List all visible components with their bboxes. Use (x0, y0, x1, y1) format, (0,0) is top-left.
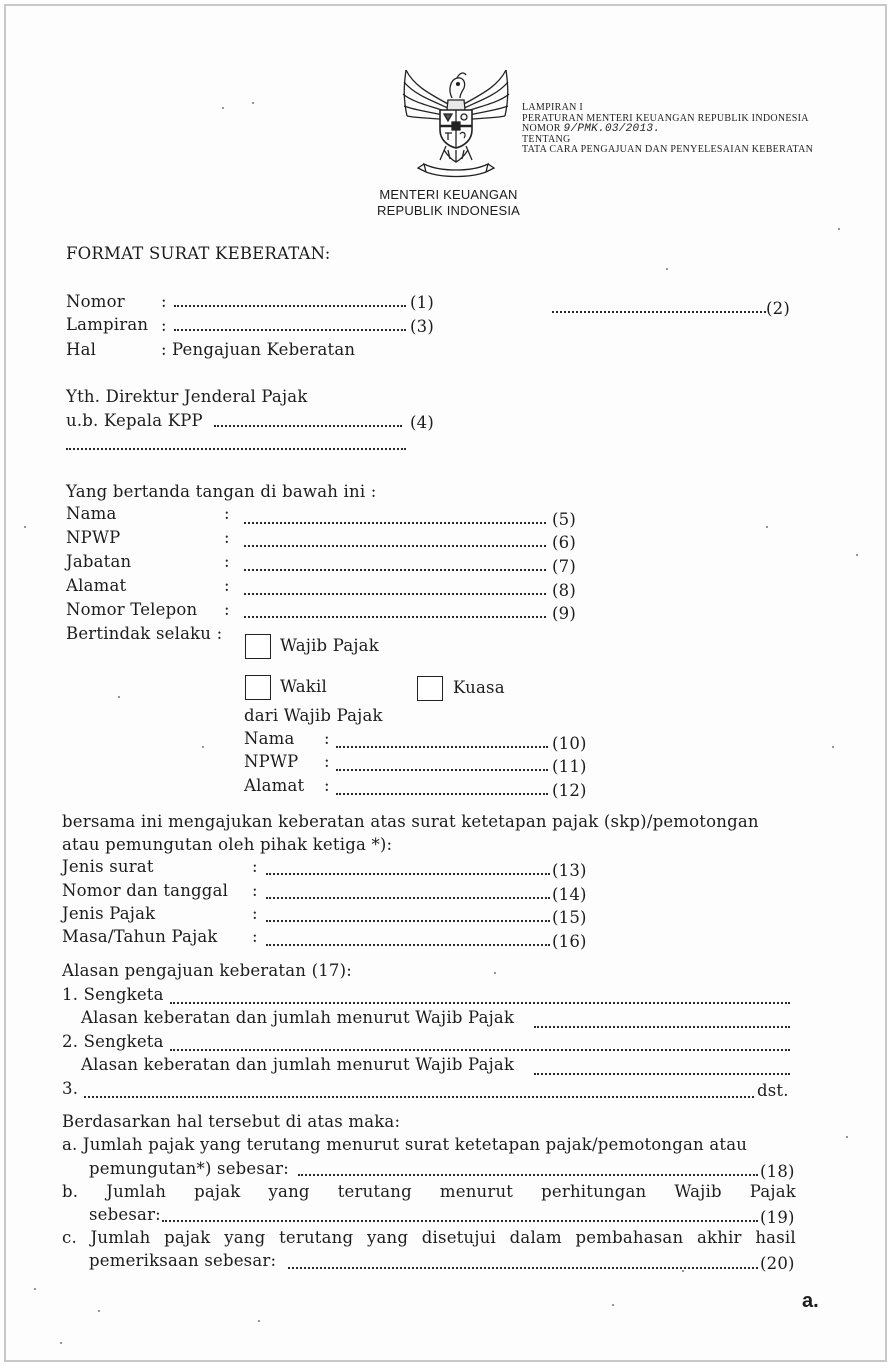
field-number: (3) (410, 317, 434, 336)
addressee-line-2: u.b. Kepala KPP (66, 411, 203, 430)
scan-speck (612, 1304, 614, 1306)
reason-item-3: 3. (62, 1079, 79, 1098)
fill-line-19[interactable] (162, 1218, 758, 1222)
ministry-line-1: MENTERI KEUANGAN (379, 187, 518, 202)
field-number: (9) (552, 604, 576, 623)
fill-line-rep-nama[interactable] (336, 744, 548, 748)
colon: : (161, 292, 167, 311)
scan-speck (202, 746, 204, 748)
fill-line-20[interactable] (288, 1265, 758, 1269)
page-mark: a. (802, 1290, 819, 1312)
field-number: (6) (552, 533, 576, 552)
fill-line-place-date[interactable] (552, 309, 766, 313)
addressee-line-1: Yth. Direktur Jenderal Pajak (66, 387, 308, 406)
reason-item-3-end: dst. (757, 1081, 789, 1100)
field-label-npwp: NPWP (66, 528, 121, 547)
conclusion-b-line-1: b. Jumlah pajak yang terutang menurut perhitungan Wajib Pajak (62, 1182, 796, 1201)
fill-line-jenis-pajak[interactable] (266, 918, 550, 922)
field-label-jenis-pajak: Jenis Pajak (62, 904, 156, 923)
field-label-lampiran: Lampiran (66, 315, 149, 334)
lampiran-line: LAMPIRAN I (522, 102, 584, 113)
field-number: (15) (552, 908, 587, 927)
lampiran-header (522, 103, 813, 156)
field-label-masa-tahun: Masa/Tahun Pajak (62, 927, 218, 946)
field-label-rep-nama: Nama (244, 729, 295, 748)
ministry-heading (306, 187, 591, 219)
document-page: LAMPIRAN I PERATURAN MENTERI KEUANGAN REPUBLIK INDONESIA NOMOR 9/PMK.03/2013. TENTANG TATA CARA PENGAJUAN DAN PENYELESAIAN KEBERATAN MENTERI KEUANGAN REPUBLIK INDONESIA FORMAT SURAT KEBERATAN: Nomor : (1) (2) Lampiran : (3) Hal : Pengajuan Keberatan Yth. Direktur Jenderal Pajak u.b. Kepala KPP (4) Yang bertanda tangan di bawah ini : Nama : (5) NPWP : (6) Jabatan : (7) Alamat : (8) Nomor Telepon : (9) Bertindak selaku : Wajib Pajak Wakil Kuasa dari Wajib Pajak Nama : (10) NPWP : (11) Alamat : (12) bersama ini mengajukan keberatan atas surat ketetapan pajak (skp)/pemotongan atau pemungutan oleh pihak ketiga *): Jenis surat : (13) Nomor dan tanggal : (14) Jenis Pajak : (15) Masa/Tahun Pajak : (16) Alasan pengajuan keberatan (17): 1. Sengketa Alasan keberatan dan jumlah menurut Wajib Pajak 2. Sengketa Alasan keberatan dan jumlah menurut Wajib Pajak 3. dst. Berdasarkan hal tersebut di atas maka: a. Jumlah pajak yang terutang menurut surat ketetapan pajak/pemotongan atau pemungutan*) sebesar: (18) b. Jumlah pajak yang terutang menurut perhitungan Wajib Pajak sebesar: (19) c. Jumlah pajak yang terutang yang disetujui dalam pembahasan akhir hasil pemeriksaan sebesar: (20) a. (4, 4, 887, 1362)
scan-speck (832, 746, 834, 748)
scan-speck (846, 1136, 848, 1138)
fill-line-reason-2-sub[interactable] (534, 1071, 790, 1075)
fill-line-masa-tahun[interactable] (266, 942, 550, 946)
reason-item-2-sub: Alasan keberatan dan jumlah menurut Wajib Pajak (81, 1055, 515, 1074)
fill-line-18[interactable] (298, 1172, 758, 1176)
reason-item-2: 2. Sengketa (62, 1032, 164, 1051)
conclusion-a-line-2: pemungutan*) sebesar: (89, 1159, 289, 1178)
lampiran-line: TATA CARA PENGAJUAN DAN PENYELESAIAN KEBERATAN (522, 144, 814, 155)
field-number: (11) (552, 757, 587, 776)
field-label-nama: Nama (66, 504, 117, 523)
ministry-line-2: REPUBLIK INDONESIA (376, 203, 521, 218)
scan-speck (118, 696, 120, 698)
checkbox-kuasa[interactable] (417, 676, 443, 701)
field-value-hal: Pengajuan Keberatan (172, 340, 356, 359)
checkbox-wakil[interactable] (245, 675, 271, 700)
fill-line-kpp[interactable] (214, 423, 402, 427)
field-label-alamat: Alamat (66, 576, 127, 595)
fill-line-reason-3[interactable] (84, 1094, 754, 1098)
fill-line-jenis-surat[interactable] (266, 871, 550, 875)
field-number: (8) (552, 581, 576, 600)
field-number: (4) (410, 413, 434, 432)
garuda-emblem-icon (400, 64, 512, 178)
nomor-handwritten: 9/PMK.03/2013. (563, 123, 661, 135)
objection-intro-line-1: bersama ini mengajukan keberatan atas surat ketetapan pajak (skp)/pemotongan (62, 812, 759, 831)
fill-line-jabatan[interactable] (244, 567, 546, 571)
conclusion-a-line-1: a. Jumlah pajak yang terutang menurut surat ketetapan pajak/pemotongan atau (62, 1135, 748, 1154)
field-label-rep-alamat: Alamat (244, 776, 305, 795)
reasons-title: Alasan pengajuan keberatan (17): (62, 961, 352, 980)
lampiran-line: TENTANG (522, 133, 571, 145)
field-number: (16) (552, 932, 587, 951)
from-taxpayer-label: dari Wajib Pajak (244, 706, 383, 725)
fill-line-reason-1-sub[interactable] (534, 1024, 790, 1028)
scan-speck (24, 526, 26, 528)
conclusion-c-line-1: c. Jumlah pajak yang terutang yang disetujui dalam pembahasan akhir hasil (62, 1228, 796, 1247)
page-title: FORMAT SURAT KEBERATAN: (66, 244, 331, 263)
conclusion-b-line-2: sebesar: (89, 1205, 161, 1224)
field-number: (10) (552, 734, 587, 753)
scan-speck (222, 107, 224, 109)
fill-line-reason-2[interactable] (170, 1047, 790, 1051)
scan-speck (766, 526, 768, 528)
conclusion-intro: Berdasarkan hal tersebut di atas maka: (62, 1112, 401, 1131)
reason-item-1: 1. Sengketa (62, 985, 164, 1004)
field-number: (1) (410, 293, 434, 312)
scan-speck (34, 1288, 36, 1290)
field-label-rep-npwp: NPWP (244, 752, 299, 771)
fill-line-alamat[interactable] (244, 591, 546, 595)
option-label-wakil: Wakil (280, 677, 327, 696)
fill-line-rep-alamat[interactable] (336, 791, 548, 795)
objection-intro-line-2: atau pemungutan oleh pihak ketiga *): (62, 835, 393, 854)
fill-line-nama[interactable] (244, 520, 546, 524)
fill-line-kpp-address[interactable] (66, 446, 406, 450)
field-label-nomor-tanggal: Nomor dan tanggal (62, 881, 229, 900)
signer-intro: Yang bertanda tangan di bawah ini : (66, 482, 377, 501)
field-number: (2) (766, 299, 790, 318)
checkbox-wajib-pajak[interactable] (245, 634, 271, 659)
fill-line-rep-npwp[interactable] (336, 767, 548, 771)
field-number: (5) (552, 510, 576, 529)
lampiran-line: PERATURAN MENTERI KEUANGAN REPUBLIK INDONESIA (522, 112, 809, 124)
fill-line-npwp[interactable] (244, 543, 546, 547)
colon: : (161, 316, 167, 335)
field-label-nomor: Nomor (66, 292, 125, 311)
scan-speck (60, 1342, 62, 1344)
scan-speck (856, 554, 858, 556)
field-number: (13) (552, 861, 587, 880)
lampiran-line: NOMOR 9/PMK.03/2013. (522, 123, 661, 135)
option-label-wajib-pajak: Wajib Pajak (280, 636, 379, 655)
field-number: (18) (760, 1162, 795, 1181)
field-label-jenis-surat: Jenis surat (62, 857, 154, 876)
scan-speck (258, 1320, 260, 1322)
field-label-hal: Hal (66, 340, 97, 359)
option-label-kuasa: Kuasa (453, 678, 505, 697)
fill-line-reason-1[interactable] (170, 1000, 790, 1004)
colon: : (161, 340, 167, 359)
field-number: (7) (552, 557, 576, 576)
scan-speck (252, 102, 254, 104)
scan-speck (682, 1270, 684, 1272)
fill-line-telepon[interactable] (244, 614, 546, 618)
fill-line-lampiran[interactable] (174, 327, 406, 331)
fill-line-nomor-tanggal[interactable] (266, 895, 550, 899)
scan-speck (494, 972, 496, 974)
field-label-telepon: Nomor Telepon (66, 600, 198, 619)
capacity-label: Bertindak selaku : (66, 624, 223, 643)
scan-speck (666, 268, 668, 270)
conclusion-c-line-2: pemeriksaan sebesar: (89, 1251, 277, 1270)
scan-speck (98, 1310, 100, 1312)
field-number: (19) (760, 1208, 795, 1227)
fill-line-nomor[interactable] (174, 303, 406, 307)
field-number: (14) (552, 885, 587, 904)
field-label-jabatan: Jabatan (66, 552, 132, 571)
reason-item-1-sub: Alasan keberatan dan jumlah menurut Wajib Pajak (81, 1008, 515, 1027)
field-number: (12) (552, 781, 587, 800)
scan-speck (838, 228, 840, 230)
field-number: (20) (760, 1254, 795, 1273)
